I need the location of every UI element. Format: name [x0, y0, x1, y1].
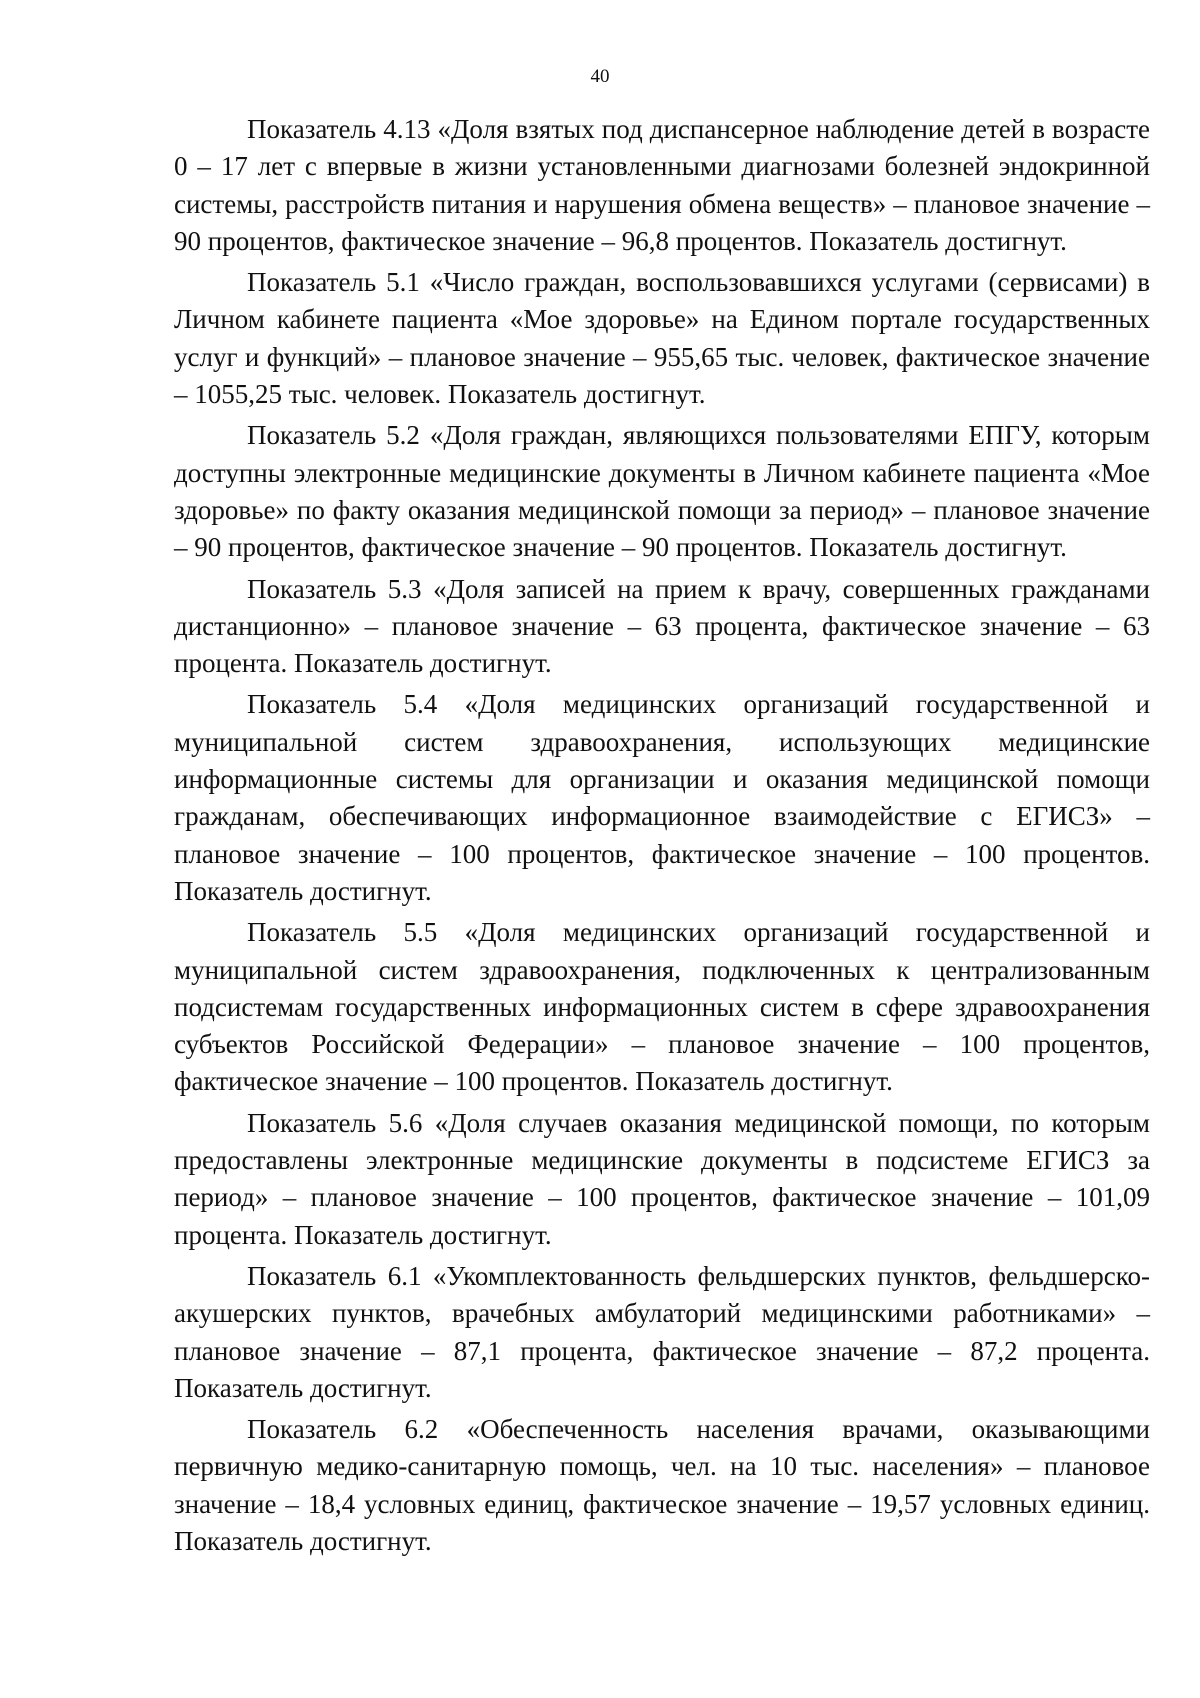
paragraph-indicator-5-3: Показатель 5.3 «Доля записей на прием к врачу, совершенных гражданами дистанционно» – плановое значение – 63 процента, фактическое значение – 63 процента. Показатель достигнут.	[174, 573, 1150, 679]
paragraph-indicator-5-5: Показатель 5.5 «Доля медицинских организаций государственной и муниципальной систем здравоохранения, подключенных к централизованным подсистемам государственных информационных систем в сфере здравоохранения субъектов Российской Федерации» – плановое значение – 100 процентов, фактическое значение – 100 процентов. Показатель достигнут.	[174, 917, 1150, 1097]
paragraph-indicator-6-2: Показатель 6.2 «Обеспеченность населения врачами, оказывающими первичную медико-санитарную помощь, чел. на 10 тыс. населения» – плановое значение – 18,4 условных единиц, фактическое значение – 19,57 условных единиц. Показатель достигнут.	[174, 1414, 1150, 1556]
paragraph-indicator-5-4: Показатель 5.4 «Доля медицинских организаций государственной и муниципальной систем здравоохранения, использующих медицинские информационные системы для организации и оказания медицинской помощи гражданам, обеспечивающих информационное взаимодействие с ЕГИСЗ» – плановое значение – 100 процентов, фактическое значение – 100 процентов. Показатель достигнут.	[174, 689, 1150, 906]
paragraph-indicator-4-13: Показатель 4.13 «Доля взятых под диспансерное наблюдение детей в возрасте 0 – 17 лет с впервые в жизни установленными диагнозами болезней эндокринной системы, расстройств питания и нарушения обмена веществ» – плановое значение – 90 процентов, фактическое значение – 96,8 процентов. Показатель достигнут.	[174, 114, 1150, 256]
paragraph-indicator-6-1: Показатель 6.1 «Укомплектованность фельдшерских пунктов, фельдшерско-акушерских пунктов, врачебных амбулаторий медицинскими работниками» – плановое значение – 87,1 процента, фактическое значение – 87,2 процента. Показатель достигнут.	[174, 1260, 1150, 1403]
paragraph-indicator-5-6: Показатель 5.6 «Доля случаев оказания медицинской помощи, по которым предоставлены электронные медицинские документы в подсистеме ЕГИСЗ за период» – плановое значение – 100 процентов, фактическое значение – 101,09 процента. Показатель достигнут.	[174, 1107, 1150, 1250]
document-body	[174, 111, 1150, 1564]
paragraph-indicator-5-2: Показатель 5.2 «Доля граждан, являющихся пользователями ЕПГУ, которым доступны электронные медицинские документы в Личном кабинете пациента «Мое здоровье» по факту оказания медицинской помощи за период» – плановое значение – 90 процентов, фактическое значение – 90 процентов. Показатель достигнут.	[174, 420, 1150, 563]
paragraph-indicator-5-1: Показатель 5.1 «Число граждан, воспользовавшихся услугами (сервисами) в Личном кабинете пациента «Мое здоровье» на Едином портале государственных услуг и функций» – плановое значение – 955,65 тыс. человек, фактическое значение – 1055,25 тыс. человек. Показатель достигнут.	[174, 267, 1150, 410]
page-number: 40	[590, 66, 610, 87]
